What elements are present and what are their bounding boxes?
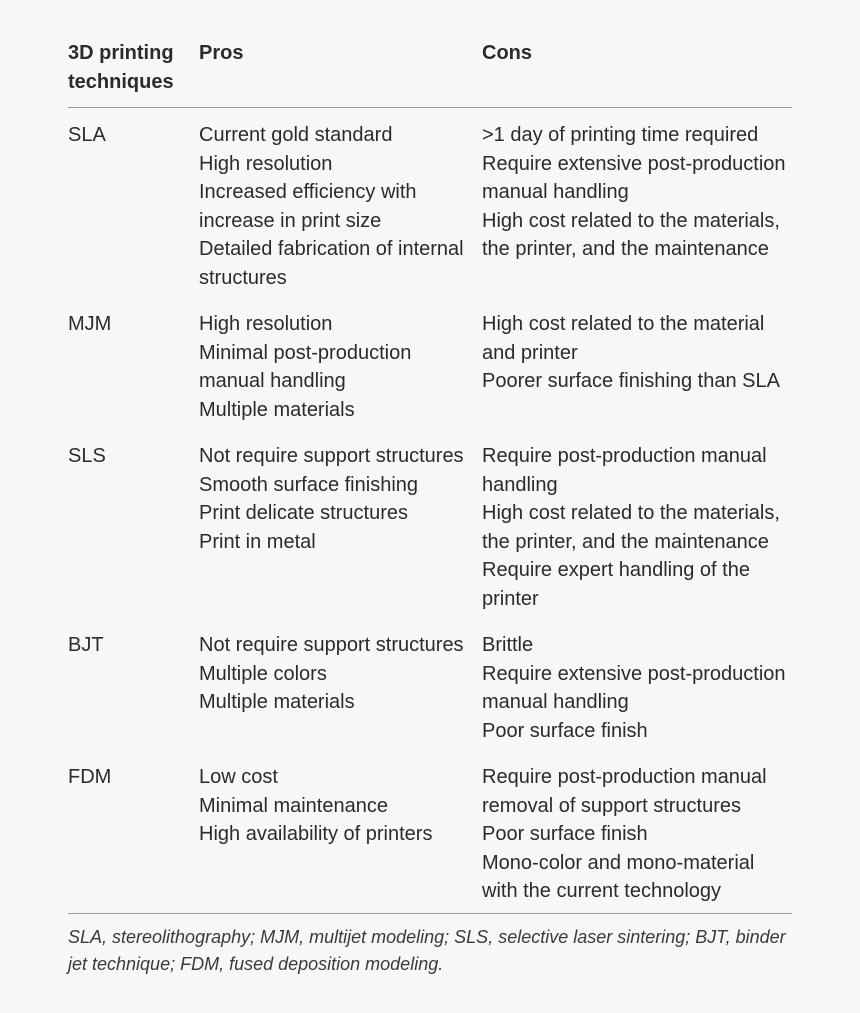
pros-cell	[199, 108, 482, 311]
comparison-table	[68, 38, 792, 914]
cons-cell	[482, 310, 792, 442]
technique-cell: SLA	[68, 124, 106, 146]
cons-cell	[482, 763, 792, 913]
pro-item: Detailed fabrication of internal structures	[199, 238, 464, 289]
con-item: Poorer surface finishing than SLA	[482, 370, 780, 392]
pro-item: Print in metal	[199, 530, 316, 553]
pro-item: Minimal maintenance	[199, 794, 388, 817]
pro-item: High resolution	[199, 313, 333, 335]
pro-item: Smooth surface finishing	[199, 473, 419, 496]
table-body	[68, 108, 792, 914]
table-header-row	[68, 38, 792, 108]
con-item: >1 day of printing time required	[482, 124, 759, 146]
pros-cell	[199, 442, 482, 631]
pro-item: Print delicate structures	[199, 502, 408, 524]
technique-cell: FDM	[68, 763, 199, 913]
header-technique: 3D printing techniques	[68, 38, 199, 108]
con-item: High cost related to the material and printer	[482, 313, 765, 364]
con-item: Poor surface finish	[482, 823, 648, 845]
table-row	[68, 310, 792, 442]
cons-cell	[482, 442, 792, 631]
table-row	[68, 442, 792, 631]
con-item: High cost related to the materials, the printer, and the maintenance	[482, 209, 780, 260]
con-item: Require expert handling of the printer	[482, 559, 750, 610]
header-cons: Cons	[482, 38, 792, 108]
table-row	[68, 763, 792, 913]
technique-cell: SLS	[68, 445, 106, 467]
pro-item: Current gold standard	[199, 124, 393, 146]
pro-item: Multiple materials	[199, 398, 355, 421]
pro-item: Multiple materials	[199, 691, 355, 713]
header-pros: Pros	[199, 38, 482, 108]
con-item: High cost related to the materials, the printer, and the maintenance	[482, 502, 780, 553]
table-row	[68, 631, 792, 763]
pros-cell	[199, 763, 482, 913]
pros-cell	[199, 310, 482, 442]
con-item: Brittle	[482, 634, 534, 656]
cons-cell	[482, 631, 792, 763]
pro-item: Increased efficiency with increase in print size	[199, 181, 417, 232]
con-item: Poor surface finish	[482, 719, 648, 742]
con-item: Require extensive post-production manual handling	[482, 152, 786, 203]
cons-cell	[482, 108, 792, 311]
con-item: Require extensive post-production manual handling	[482, 662, 786, 713]
con-item: Require post-production manual removal of support structures	[482, 766, 767, 817]
pro-item: Not require support structures	[199, 634, 464, 656]
table-row	[68, 108, 792, 311]
pro-item: Multiple colors	[199, 662, 327, 685]
comparison-table-container	[68, 38, 792, 914]
con-item: Require post-production manual handling	[482, 445, 767, 496]
pro-item: High availability of printers	[199, 823, 433, 845]
pro-item: Not require support structures	[199, 445, 464, 467]
technique-cell: MJM	[68, 313, 112, 335]
pros-cell	[199, 631, 482, 763]
pro-item: Low cost	[199, 766, 278, 788]
technique-cell: BJT	[68, 634, 104, 656]
pro-item: High resolution	[199, 152, 333, 175]
table-footnote: SLA, stereolithography; MJM, multijet modeling; SLS, selective laser sintering; BJT, binder jet technique; FDM, fused deposition modeling.	[68, 927, 786, 974]
con-item: Mono-color and mono-material with the current technology	[482, 851, 755, 902]
pro-item: Minimal post-production manual handling	[199, 341, 412, 392]
